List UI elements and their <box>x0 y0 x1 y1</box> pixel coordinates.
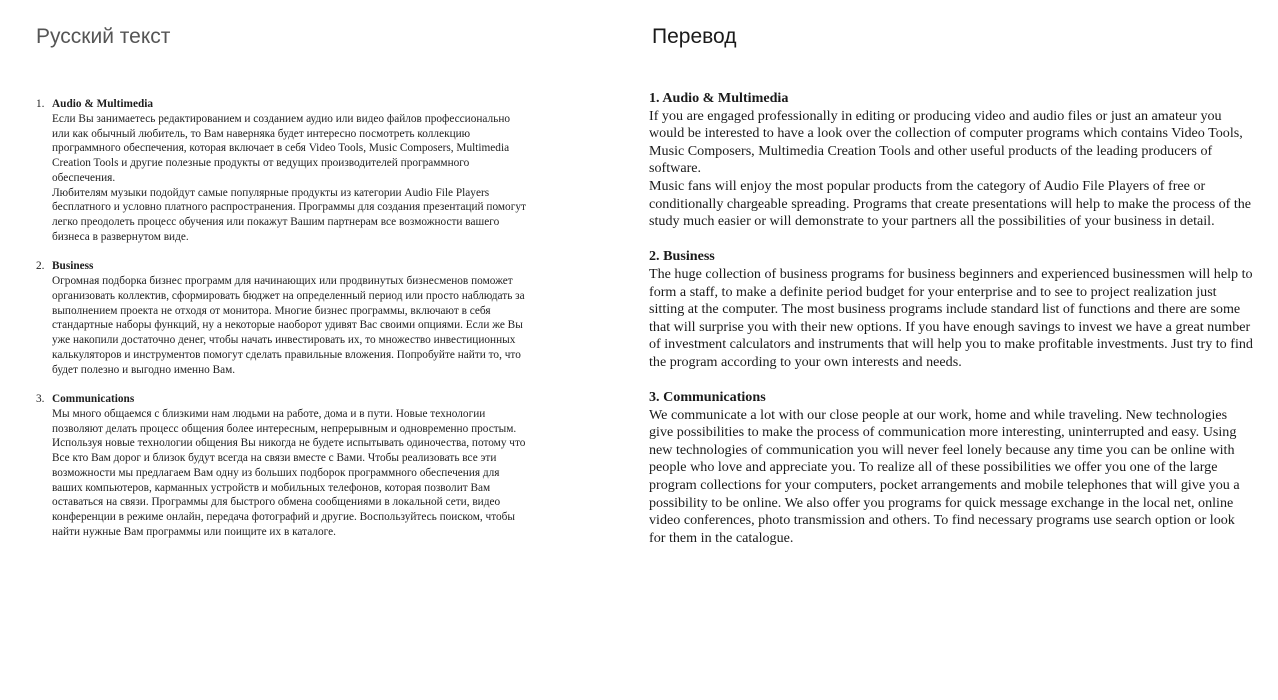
translation-column <box>649 90 1253 565</box>
ru-section-communications <box>36 392 526 540</box>
ru-paragraph: Любителям музыки подойдут самые популярные продукты из категории Audio File Players бесплатного и условно платного распространения. Программы для создания презентаций помогут легко преодолеть процесс обучения или покажут Вашим партнерам все возможности вашего бизнеса в развернутом виде. <box>52 186 526 243</box>
ru-section-title <box>36 259 526 274</box>
translation-heading: Перевод <box>652 25 737 48</box>
ru-section-title <box>36 97 526 112</box>
ru-section-title-text: Communications <box>52 393 135 405</box>
ru-section-business <box>36 259 526 377</box>
en-section-business <box>649 248 1253 371</box>
ru-paragraph: Если Вы занимаетесь редактированием и созданием аудио или видео файлов профессионально или как обычный любитель, то Вам наверняка будет интересно посмотреть коллекцию программного обеспечения, которая включает в себя Video Tools, Music Composers, Multimedia Creation Tools и другие полезные продукты от ведущих производителей программного обеспечения. <box>52 112 511 184</box>
en-paragraph: If you are engaged professionally in editing or producing video and audio files or just an amateur you would be interested to have a look over the collection of computer programs which contains Video Tools, Music Composers, Multimedia Creation Tools and other useful products of the leading producers of software. <box>649 107 1243 177</box>
ru-section-title-text: Audio & Multimedia <box>52 98 154 110</box>
ru-section-body <box>36 407 526 540</box>
en-paragraph: We communicate a lot with our close people at our work, home and while traveling. New technologies give possibilities to make the process of communication more interesting, uninterrupted and easy. Using new technologies of communication you will never feel lonely because any time you can be online with people who love and appreciate you. To realize all of these possibilities we offer you one of the large program collections for your computers, pocket arrangements and mobile telephones that will give you a possibility to be online. We also offer you programs for quick message exchange in the local net, online video conferences, photo transmission and others. To find necessary programs use search option or look for them in the catalogue. <box>649 406 1240 546</box>
ru-section-body <box>36 274 526 377</box>
en-section-title: 1. Audio & Multimedia <box>649 90 789 106</box>
en-section-title: 2. Business <box>649 248 715 265</box>
ru-paragraph: Мы много общаемся с близкими нам людьми на работе, дома и в пути. Новые технологии позволяют делать процесс общения более интересным, непрерывным и одновременно простым. Используя новые технологии общения Вы никогда не будете испытывать одиночества, потому что Все кто Вам дорог и близок будут всегда на связи вместе с Вами. Чтобы реализовать все эти возможности мы предлагаем Вам одну из больших подборок программного обеспечения для ваших компьютеров, карманных устройств и мобильных телефонов, которая позволит Вам оставаться на связи. Программы для быстрого обмена сообщениями в локальной сети, видео конференции в режиме онлайн, передача фотографий и другие. Воспользуйтесь поиском, чтобы найти нужные Вам программы или поищите их в каталоге. <box>52 407 526 538</box>
en-paragraph: The huge collection of business programs for business beginners and experienced businessmen will help to form a staff, to make a definite period budget for your enterprise and to see to project realization just sitting at the computer. The most business programs include standard list of functions and there are some that will surprise you with their new options. If you have enough savings to invest we have a great number of investment calculators and instruments that will help you to make profitable investments. Just try to find the program according to your own interests and needs. <box>649 265 1253 370</box>
ru-section-number: 2. <box>36 260 45 273</box>
en-section-title: 3. Communications <box>649 389 766 406</box>
en-section-communications <box>649 389 1253 547</box>
ru-section-audio-multimedia <box>36 97 526 245</box>
ru-paragraph: Огромная подборка бизнес программ для начинающих или продвинутых бизнесменов поможет организовать коллектив, сформировать бюджет на определенный период или просто наблюдать за выполнением проекта не отходя от монитора. Многие бизнес программы, включают в себя стандартные наборы функций, ну а некоторые наоборот удивят Вас своими опциями. Если же Вы уже накопили достаточно денег, чтобы начать инвестировать их, то множество инвестиционных калькуляторов и инструментов помогут сделать правильные вложения. Попробуйте найти то, что будет полезно и выгодно именно Вам. <box>52 275 525 376</box>
russian-text-column <box>36 97 526 554</box>
en-paragraph: Music fans will enjoy the most popular products from the category of Audio File Players of free or conditionally chargeable spreading. Programs that create presentations will help to make the process of the study much easier or will demonstrate to your partners all the possibilities of your business in detail. <box>649 177 1252 230</box>
ru-section-title-text: Business <box>52 260 94 273</box>
ru-section-body <box>36 112 526 245</box>
ru-section-number: 1. <box>36 98 45 110</box>
en-section-audio-multimedia <box>649 90 1253 231</box>
ru-section-number: 3. <box>36 393 45 405</box>
russian-text-heading: Русский текст <box>36 25 171 48</box>
ru-section-title <box>36 392 526 407</box>
